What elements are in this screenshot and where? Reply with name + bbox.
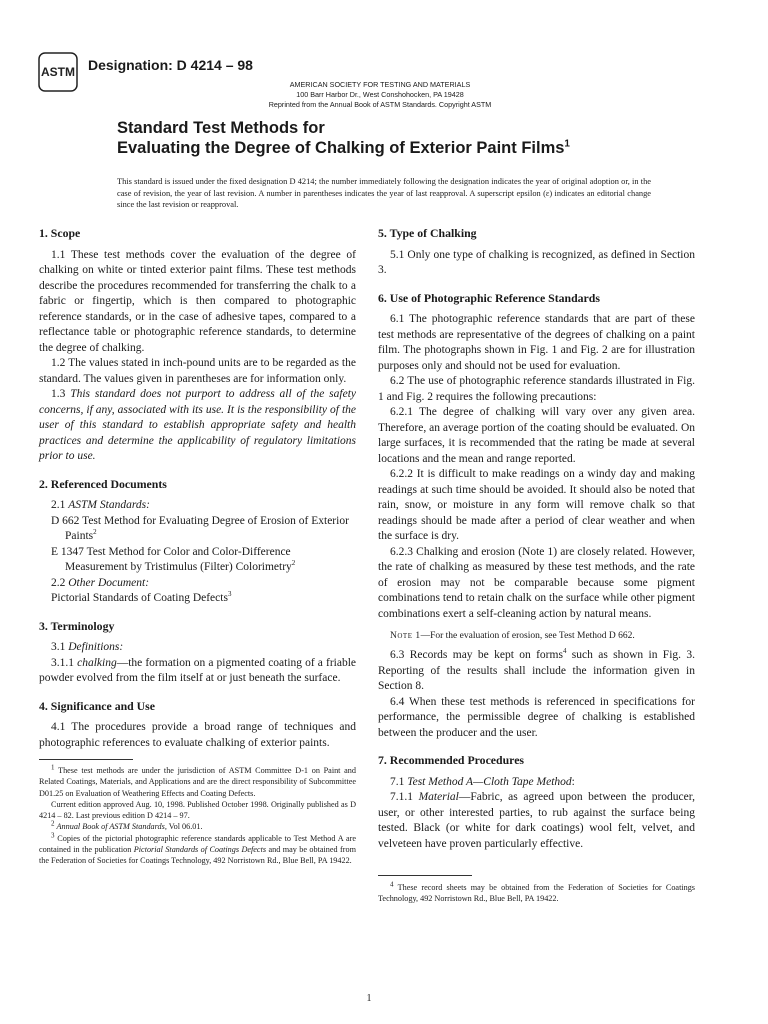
right-column — [378, 226, 695, 852]
section-heading-type-of-chalking: 5. Type of Chalking — [378, 226, 477, 240]
footnote-rule-right — [378, 875, 472, 876]
footnote-4: $^4$ These record sheets may be obtained from the Federation of Societies for Coatings Technology, 492 Norristown Rd., Blue Bell, PA 19422. — [378, 880, 695, 904]
footnote-rule-left — [39, 759, 133, 760]
publisher-address: 100 Barr Harbor Dr., West Conshohocken, PA 19428 — [296, 90, 464, 99]
svg-text:ASTM: ASTM — [41, 65, 75, 79]
reference-e1347: E 1347 Test Method for Color and Color-Difference Measurement by Tristimulus (Filter) Colorimetry$^2$ — [51, 545, 296, 573]
footnote-1-edition: Current edition approved Aug. 10, 1998. Published October 1998. Originally published as D 4214 – 82. Last previous edition D 4214 – 97. — [39, 799, 356, 821]
designation: Designation: D 4214 – 98 — [88, 57, 253, 73]
paragraph-6-2: 6.2 The use of photographic reference standards illustrated in Fig. 1 and Fig. 2 requires the following precautions: — [378, 375, 695, 403]
footnotes-left — [39, 765, 356, 867]
document-title — [117, 118, 570, 158]
paragraph-7-1-1: 7.1.1 Material—Fabric, as agreed upon between the producer, user, or other interested parties, to rub against the surface being tested. Black (or white for dark coatings) wool felt, velvet, and velveteen have proven particularly effective. — [378, 791, 695, 850]
paragraph-6-2-3: 6.2.3 Chalking and erosion (Note 1) are closely related. However, the rate of chalking as measured by these test methods, and the rate of erosion may not be comparable because some pigment combinations tend to retain chalk on the surface while other pigment combinations exert a self-cleaning action by natural means. — [378, 545, 695, 620]
paragraph-1-3: 1.3 This standard does not purport to address all of the safety concerns, if any, associated with its use. It is the responsibility of the user of this standard to establish appropriate safety and health practices and determine the applicability of regulatory limitations prior to use. — [39, 388, 357, 462]
paragraph-6-2-1: 6.2.1 The degree of chalking will vary over any given area. Therefore, an average portion of the coating should be evaluated. On large surfaces, it is recommended that the rating be made at several locations and the mean and range reported. — [378, 406, 695, 465]
section-heading-referenced-documents: 2. Referenced Documents — [39, 476, 167, 491]
paragraph-3-1: 3.1 Definitions: — [51, 641, 124, 653]
section-heading-photographic-standards: 6. Use of Photographic Reference Standards — [378, 290, 600, 305]
section-heading-significance: 4. Significance and Use — [39, 698, 156, 713]
intro-paragraph: This standard is issued under the fixed designation D 4214; the number immediately following the designation indicates the year of original adoption or, in the case of revision, the year of last revision. A number in parentheses indicates the year of last reapproval. A superscript epsilon (ε) indicates an editorial change since the last revision or reapproval. — [117, 177, 651, 209]
astm-logo — [38, 52, 78, 92]
title-line-2: Evaluating the Degree of Chalking of Exterior Paint Films$^1$ — [117, 138, 570, 157]
paragraph-6-1: 6.1 The photographic reference standards that are part of these test methods are representative of the degrees of chalking on a paint film. The photographs shown in Fig. 1 and Fig. 2 are for illustration purposes only and should not be used for evaluation. — [378, 313, 695, 372]
footnote-1: $^1$ These test methods are under the jurisdiction of ASTM Committee D-1 on Paint and Related Coatings, Materials, and Applications and are the direct responsibility of Subcommittee D01.25 on Evaluation of Weathering Effects and Coating Defects. — [39, 763, 356, 798]
section-heading-terminology: 3. Terminology — [39, 618, 115, 633]
paragraph-3-1-1: 3.1.1 chalking—the formation on a pigmented coating of a friable powder evolved from the film itself at or just beneath the surface. — [39, 656, 356, 684]
section-heading-scope: 1. Scope — [39, 226, 81, 240]
paragraph-6-3: 6.3 Records may be kept on forms$^4$ such as shown in Fig. 3. Reporting of the results shall include the information given in Section 8. — [378, 647, 695, 692]
paragraph-1-2: 1.2 The values stated in inch-pound units are to be regarded as the standard. The values given in parentheses are for information only. — [39, 357, 356, 385]
paragraph-6-2-2: 6.2.2 It is difficult to make readings on a windy day and making readings at such time should be avoided. It should also be noted that rain, snow, or moisture in any form will remove chalk so that readings should be made after a period of clear weather and when the surface is dry. — [378, 468, 695, 542]
title-line-1: Standard Test Methods for — [117, 119, 325, 137]
paragraph-4-1: 4.1 The procedures provide a broad range of techniques and photographic references to evaluate chalking of exterior paints. — [39, 721, 356, 749]
paragraph-2-2: 2.2 Other Document: — [51, 576, 150, 589]
reference-d662: D 662 Test Method for Evaluating Degree of Erosion of Exterior Paints$^2$ — [51, 514, 349, 542]
note-1: Note 1—For the evaluation of erosion, see Test Method D 662. — [390, 631, 635, 641]
paragraph-1-1: 1.1 These test methods cover the evaluation of the degree of chalking on white or tinted exterior paint films. These test methods describe the procedures recommended for transferring the chalk to a fabric or fingertip, which is then compared to photographic reference standards, or in the case of adhesive tapes, compared to a reflectance table or photographic reference standards, to determine the degree of chalking. — [39, 248, 356, 354]
paragraph-5-1: 5.1 Only one type of chalking is recognized, as defined in Section 3. — [378, 248, 695, 276]
paragraph-7-1: 7.1 Test Method A—Cloth Tape Method: — [390, 775, 575, 788]
section-heading-recommended-procedures: 7. Recommended Procedures — [378, 753, 525, 767]
footnotes-right — [378, 882, 695, 905]
paragraph-2-1: 2.1 ASTM Standards: — [51, 499, 150, 511]
paragraph-6-4: 6.4 When these test methods is referenced in specifications for performance, the permissible degree of chalking is established between the producer and the user. — [378, 695, 695, 739]
publisher-name: AMERICAN SOCIETY FOR TESTING AND MATERIALS — [289, 80, 471, 89]
left-column — [39, 226, 356, 751]
footnote-3: $^3$ Copies of the pictorial photographic reference standards applicable to Test Method A are contained in the publication Pictorial Standards of Coatings Defects and may be obtained from the Federation of Societies for Coatings Technology, 492 Norristown Rd., Blue Bell, PA 19422. — [39, 831, 356, 866]
publisher-block — [230, 80, 530, 110]
reference-pictorial-standards: Pictorial Standards of Coating Defects$^3$ — [51, 590, 232, 604]
footnote-2: $^2$ Annual Book of ASTM Standards, Vol 06.01. — [51, 819, 203, 832]
publisher-reprint: Reprinted from the Annual Book of ASTM Standards. Copyright ASTM — [268, 100, 492, 109]
page-number: 1 — [366, 993, 372, 1004]
